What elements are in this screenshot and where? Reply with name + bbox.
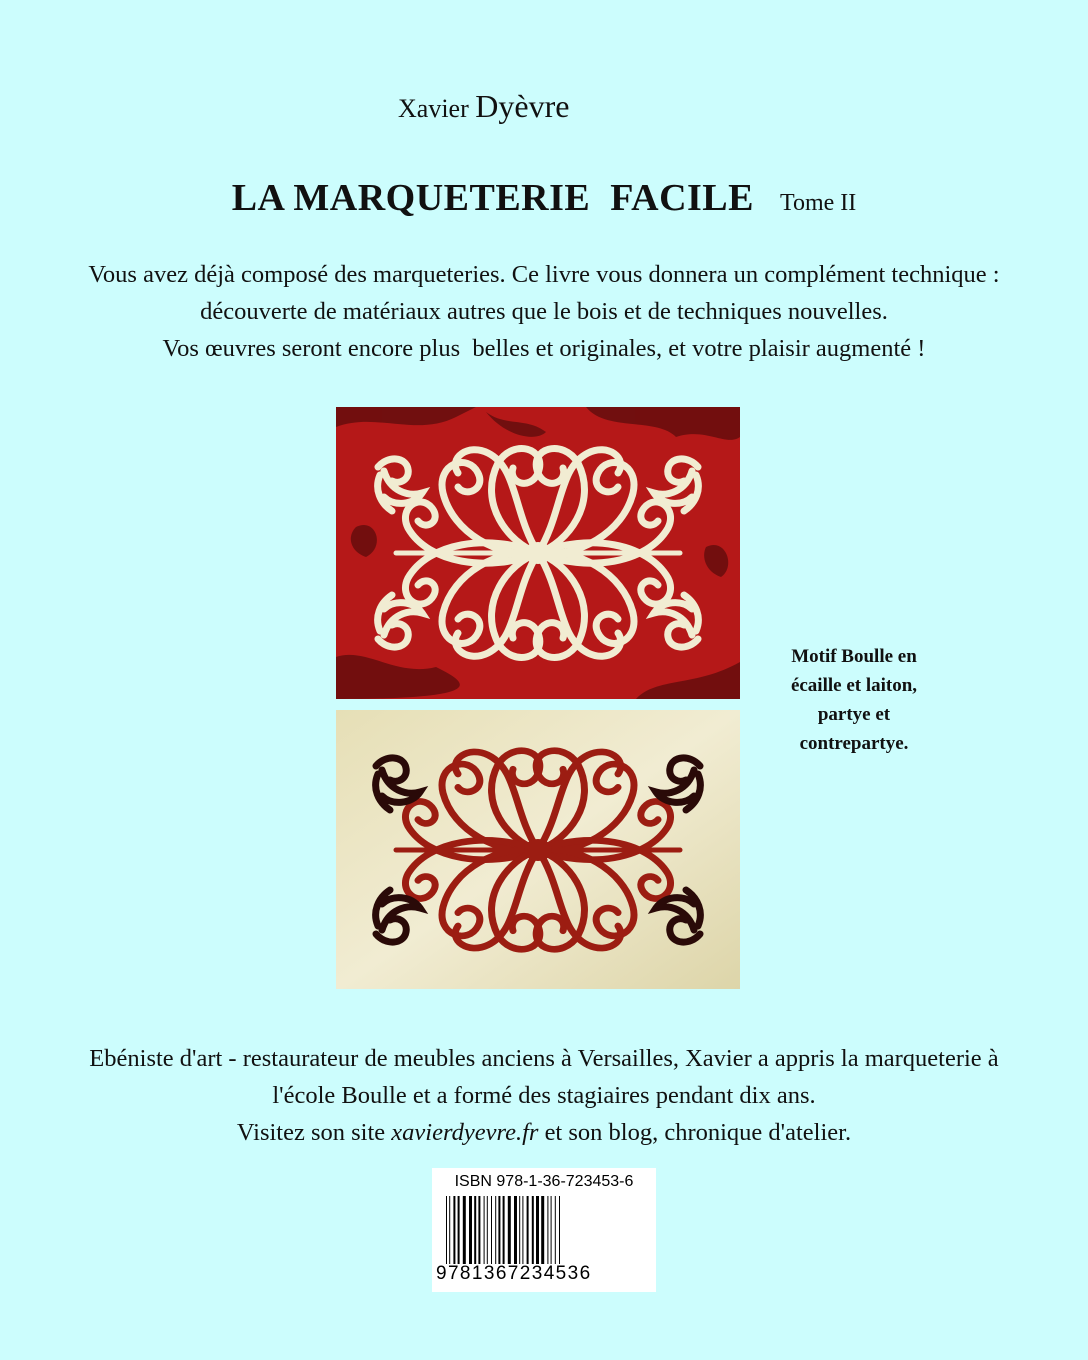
barcode-bar [551,1196,552,1264]
caption-line: contrepartye. [799,733,909,754]
intro-line: découverte de matériaux autres que le bois et de techniques nouvelles. [200,298,888,325]
barcode-bar [559,1196,560,1264]
bio-text: Visitez son site [236,1119,392,1146]
barcode-bar [484,1196,485,1264]
bio-line: Ebéniste d'art - restaurateur de meubles anciens à Versailles, Xavier a appris la marqueterie à [89,1045,999,1072]
barcode-bar [453,1196,455,1264]
barcode-bar [463,1196,466,1264]
barcode-bar [547,1196,548,1264]
caption-line: écaille et laiton, [790,675,918,696]
barcode-bar [519,1196,520,1264]
website-link: xavierdyevre.fr [391,1119,539,1146]
barcode-bar [514,1196,517,1264]
photo-caption [764,642,944,758]
bio-line: l'école Boulle et a formé des stagiaires pendant dix ans. [272,1082,816,1109]
intro-blurb [40,256,1048,367]
intro-line: Vos œuvres seront encore plus belles et originales, et votre plaisir augmenté ! [162,335,926,362]
bio-line [40,1114,1048,1151]
barcode-bar [527,1196,529,1264]
barcode-bar [555,1196,556,1264]
barcode-bar [503,1196,505,1264]
author-name [398,88,569,125]
barcode-bar [469,1196,472,1264]
barcode-bar [541,1196,544,1264]
bio-text: et son blog, chronique d'atelier. [538,1119,852,1146]
author-first-name: Xavier [398,94,469,123]
boulle-partie-photo [336,407,740,699]
caption-line: partye et [817,704,891,725]
barcode-bar [458,1196,460,1264]
barcode-bar [487,1196,488,1264]
barcode-bar [498,1196,500,1264]
volume-label: Tome II [780,190,857,216]
barcode-bar [522,1196,523,1264]
isbn-label: ISBN 978-1-36-723453-6 [454,1173,634,1190]
barcode-bar [536,1196,539,1264]
boulle-contrepartie-photo [336,710,740,989]
barcode-bar [508,1196,511,1264]
barcode-bar [449,1196,450,1264]
intro-line: Vous avez déjà composé des marqueteries. Ce livre vous donnera un complément technique : [88,261,1000,288]
author-bio [40,1040,1048,1151]
barcode-digits: 9781367234536 [436,1263,592,1284]
barcode-bars-icon [446,1196,642,1268]
barcode-bar [474,1196,476,1264]
barcode-bar [532,1196,534,1264]
barcode-bar [478,1196,480,1264]
barcode-bar [446,1196,447,1264]
isbn-barcode [432,1168,656,1292]
title-row [0,176,1088,220]
caption-line: Motif Boulle en [791,646,917,667]
barcode-bar [491,1196,492,1264]
book-title: LA MARQUETERIE FACILE [231,177,754,219]
author-last-name: Dyèvre [475,88,570,124]
barcode-bar [495,1196,496,1264]
